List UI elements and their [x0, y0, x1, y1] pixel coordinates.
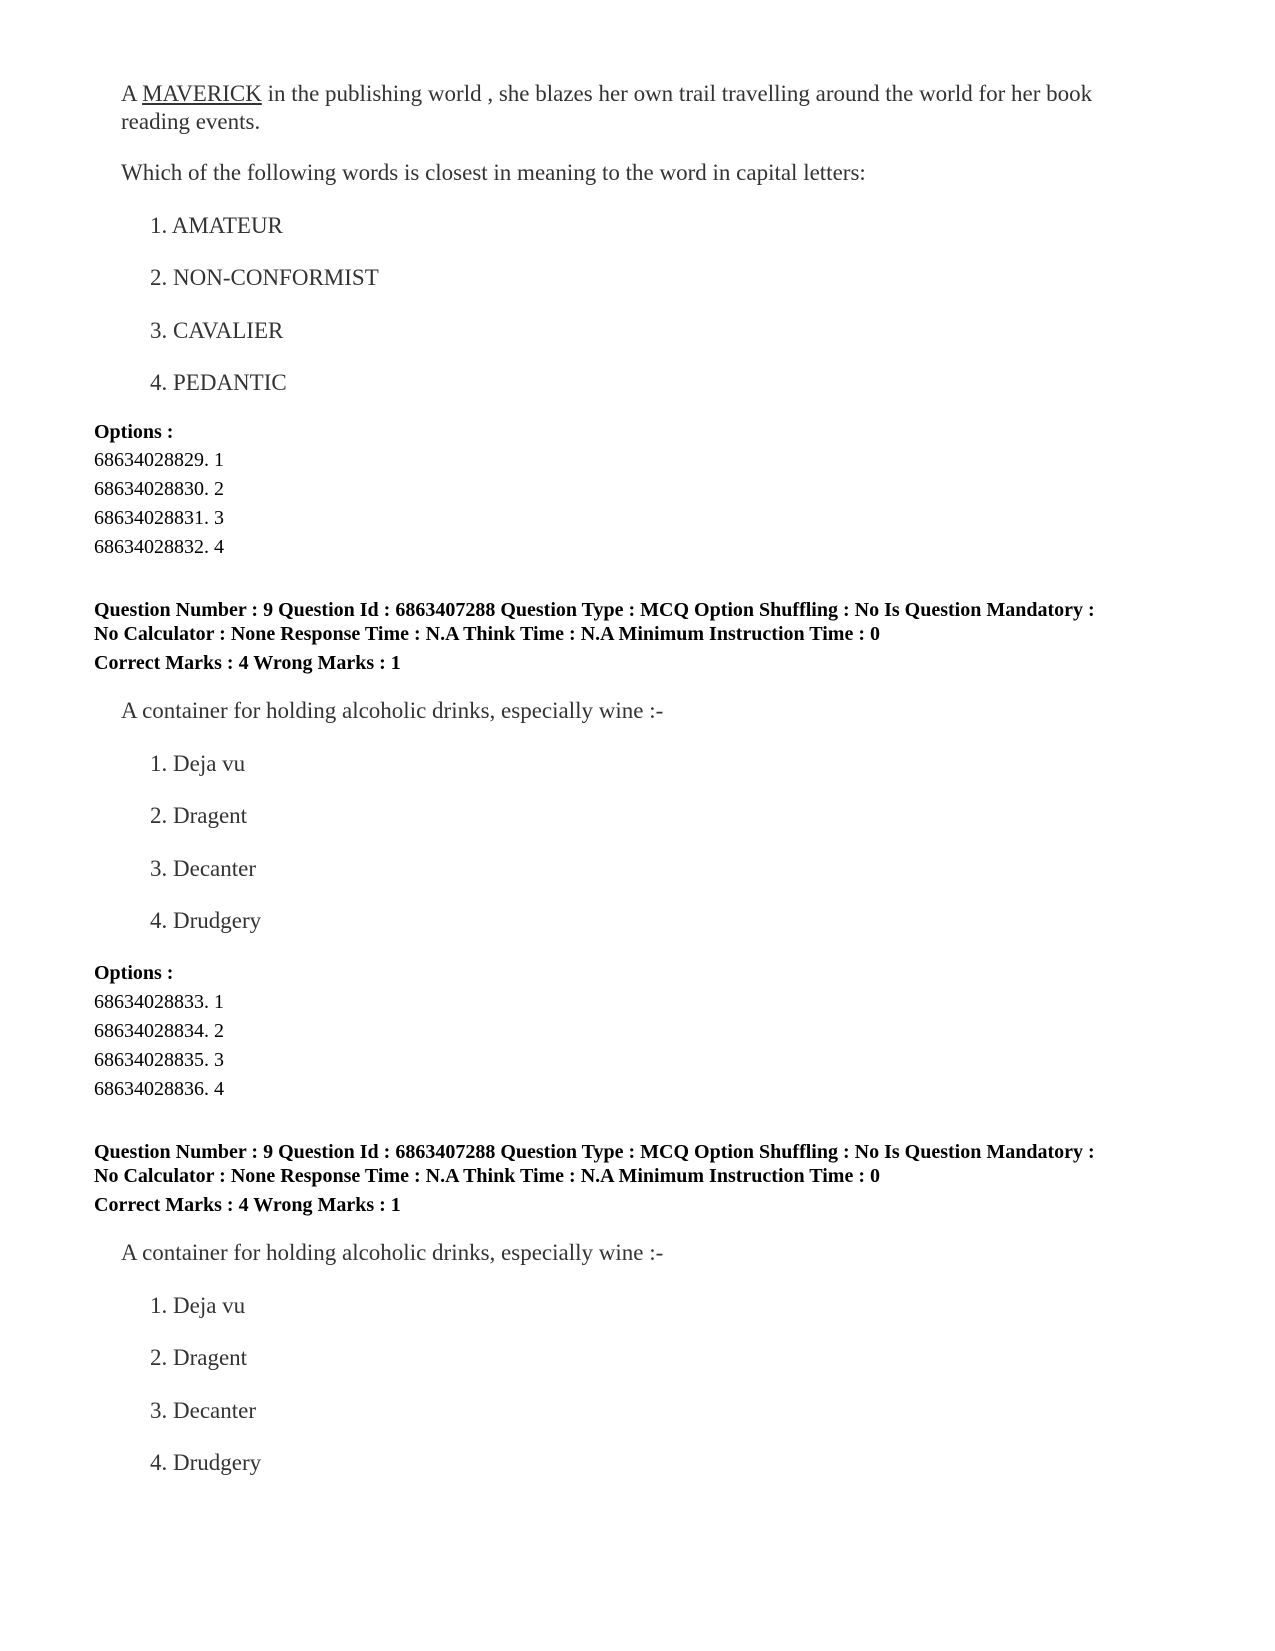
question-text: A container for holding alcoholic drinks, especially wine :-: [121, 698, 664, 723]
option-code: 68634028834. 2: [94, 1020, 224, 1042]
question-meta-line2: No Calculator : None Response Time : N.A Think Time : N.A Minimum Instruction Time : 0: [94, 1165, 880, 1187]
sentence-suffix: in the publishing world , she blazes her own trail travelling around the world for her book reading events.: [121, 81, 1093, 134]
choice-3: 3. Decanter: [150, 856, 256, 881]
choice-3: 3. CAVALIER: [150, 318, 284, 343]
choice-1: 1. AMATEUR: [150, 213, 283, 238]
question-marks: Correct Marks : 4 Wrong Marks : 1: [94, 1194, 401, 1216]
option-code: 68634028833. 1: [94, 991, 224, 1013]
option-code: 68634028836. 4: [94, 1078, 224, 1100]
choice-4: 4. Drudgery: [150, 908, 262, 933]
option-code: 68634028829. 1: [94, 449, 224, 471]
keyword: MAVERICK: [142, 81, 262, 106]
choice-1: 1. Deja vu: [150, 1293, 246, 1318]
question-meta-line1: Question Number : 9 Question Id : 6863407288 Question Type : MCQ Option Shuffling : No Is Question Mandatory :: [94, 1141, 1095, 1163]
choice-4: 4. Drudgery: [150, 1450, 262, 1475]
question-marks: Correct Marks : 4 Wrong Marks : 1: [94, 652, 401, 674]
choice-4: 4. PEDANTIC: [150, 370, 287, 395]
question-text: A container for holding alcoholic drinks, especially wine :-: [121, 1240, 664, 1265]
question-sentence: [121, 80, 1161, 136]
option-code: 68634028831. 3: [94, 507, 224, 529]
options-label: Options :: [94, 421, 174, 443]
choice-2: 2. Dragent: [150, 803, 248, 828]
question-meta-line1: Question Number : 9 Question Id : 6863407288 Question Type : MCQ Option Shuffling : No Is Question Mandatory :: [94, 599, 1095, 621]
choice-2: 2. Dragent: [150, 1345, 248, 1370]
question-meta-line2: No Calculator : None Response Time : N.A Think Time : N.A Minimum Instruction Time : 0: [94, 623, 880, 645]
sentence-prefix: A: [121, 81, 143, 106]
option-code: 68634028832. 4: [94, 536, 224, 558]
choice-1: 1. Deja vu: [150, 751, 246, 776]
option-code: 68634028835. 3: [94, 1049, 224, 1071]
option-code: 68634028830. 2: [94, 478, 224, 500]
options-label: Options :: [94, 962, 174, 984]
question-prompt: Which of the following words is closest in meaning to the word in capital letters:: [121, 160, 866, 185]
choice-3: 3. Decanter: [150, 1398, 256, 1423]
choice-2: 2. NON-CONFORMIST: [150, 265, 379, 290]
